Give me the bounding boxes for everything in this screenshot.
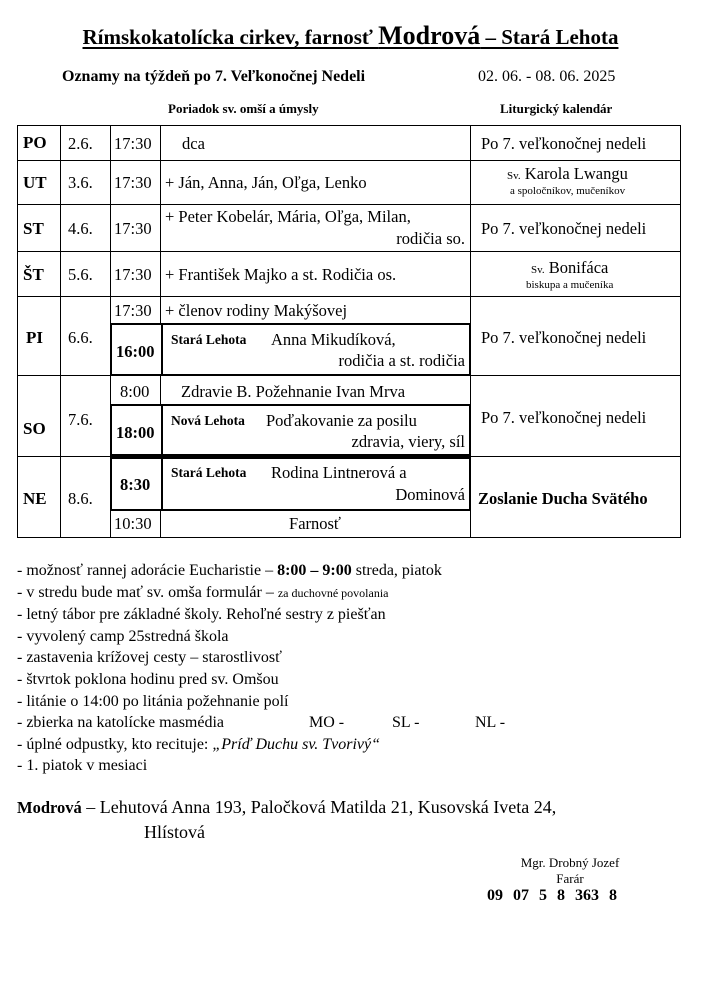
- time-cell: 10:30: [114, 514, 152, 533]
- date-cell: 8.6.: [68, 489, 93, 508]
- intention-cell-continued: zdravia, viery, síl: [351, 432, 465, 451]
- place-label: Stará Lehota: [171, 465, 247, 480]
- calendar-cell: Po 7. veľkonočnej nedeli: [481, 328, 647, 347]
- intention-cell: Anna Mikudíková,: [271, 330, 396, 349]
- note-text: - zbierka na katolícke masmédia: [17, 714, 225, 732]
- saint-prefix: Sv.: [507, 170, 521, 182]
- intention-cell-continued: rodičia so.: [396, 229, 465, 248]
- list-item: [17, 734, 442, 756]
- adoration-time: 8:00 – 9:00: [277, 562, 352, 579]
- saint-prefix: Sv.: [531, 264, 545, 276]
- intention-cell: + František Majko a st. Rodičia os.: [165, 265, 397, 284]
- list-item: [17, 712, 506, 734]
- date-cell: 2.6.: [68, 134, 93, 153]
- date-cell: 5.6.: [68, 265, 93, 284]
- list-item: [17, 582, 442, 605]
- list-item: - letný tábor pre základné školy. Rehoľné sestry z piešťan: [17, 606, 386, 624]
- list-item: - štvrtok poklona hodinu pred sv. Omšou: [17, 670, 279, 688]
- time-cell: 17:30: [114, 173, 152, 192]
- time-cell: 8:00: [120, 382, 150, 401]
- prayer-title: „Príď Duchu sv. Tvorivý“: [212, 735, 381, 753]
- intention-cell: + Ján, Anna, Ján, Oľga, Lenko: [165, 173, 367, 192]
- column-header-masses: Poriadok sv. omší a úmysly: [168, 101, 319, 116]
- day-label: PO: [23, 133, 47, 152]
- calendar-cell: [531, 258, 608, 278]
- time-cell: 17:30: [114, 301, 152, 320]
- day-label: PI: [26, 328, 43, 347]
- collection-nl: NL -: [475, 714, 506, 732]
- saint-name: Bonifáca: [548, 258, 609, 277]
- time-cell-highlighted: 16:00: [116, 342, 155, 361]
- time-cell-highlighted: 8:30: [120, 475, 151, 494]
- intention-cell: Farnosť: [289, 514, 341, 533]
- saint-name: Karola Lwangu: [524, 164, 628, 183]
- page-title: [0, 21, 701, 51]
- cleaning-place: Modrová: [17, 798, 82, 817]
- day-label: SO: [23, 419, 46, 438]
- intention-cell: Poďakovanie za posilu: [266, 411, 417, 430]
- time-cell: 17:30: [114, 219, 152, 238]
- note-text: - v stredu bude mať sv. omša formulár –: [17, 583, 278, 601]
- intention-cell: + Peter Kobelár, Mária, Oľga, Milan,: [165, 207, 411, 226]
- place-label: Stará Lehota: [171, 332, 247, 347]
- collection-mo: MO -: [309, 714, 345, 732]
- intention-cell: Zdravie B. Požehnanie Ivan Mrva: [181, 382, 406, 401]
- title-suffix: – Stará Lehota: [480, 25, 619, 49]
- cleaning-names: – Lehutová Anna 193, Paločková Matilda 21, Kusovská Iveta 24,: [81, 797, 557, 817]
- intention-cell: dca: [182, 134, 205, 153]
- cleaning-line: [17, 797, 556, 818]
- calendar-cell: Po 7. veľkonočnej nedeli: [481, 134, 647, 153]
- time-cell-highlighted: 18:00: [116, 423, 155, 442]
- note-text: - možnosť rannej adorácie Eucharistie –: [17, 562, 278, 579]
- title-parish: Modrová: [378, 21, 481, 50]
- saint-note: a spoločníkov, mučeníkov: [510, 185, 626, 197]
- intention-cell-continued: Dominová: [395, 485, 465, 504]
- date-range: 02. 06. - 08. 06. 2025: [478, 68, 616, 85]
- cleaning-names-continued: Hlístová: [144, 822, 205, 842]
- list-item: - vyvolený camp 25stredná škola: [17, 627, 229, 645]
- note-small-text: za duchovné povolania: [277, 585, 389, 600]
- time-cell: 17:30: [114, 134, 152, 153]
- calendar-cell: Zoslanie Ducha Svätého: [478, 489, 648, 508]
- intention-cell: + členov rodiny Makýšovej: [165, 301, 348, 320]
- list-item: [17, 560, 442, 582]
- day-label: UT: [23, 173, 47, 192]
- date-cell: 6.6.: [68, 328, 93, 347]
- calendar-cell: Po 7. veľkonočnej nedeli: [481, 408, 647, 427]
- list-item: - 1. piatok v mesiaci: [17, 757, 148, 775]
- intention-cell-continued: rodičia a st. rodičia: [338, 351, 465, 370]
- calendar-cell: Po 7. veľkonočnej nedeli: [481, 219, 647, 238]
- collection-sl: SL -: [392, 714, 420, 732]
- time-cell: 17:30: [114, 265, 152, 284]
- column-header-calendar: Liturgický kalendár: [500, 101, 613, 116]
- note-text: - úplné odpustky, kto recituje:: [17, 735, 213, 753]
- note-text: streda, piatok: [351, 562, 442, 579]
- signature-role: Farár: [556, 871, 584, 886]
- place-label: Nová Lehota: [171, 413, 245, 428]
- day-label: NE: [23, 489, 47, 508]
- saint-note: biskupa a mučeníka: [526, 279, 614, 291]
- date-cell: 3.6.: [68, 173, 93, 192]
- subtitle: Oznamy na týždeň po 7. Veľkonočnej Nedeli: [62, 68, 366, 85]
- announcements-list: [17, 560, 506, 777]
- day-label: ST: [23, 219, 44, 238]
- date-cell: 4.6.: [68, 219, 93, 238]
- signature-name: Mgr. Drobný Jozef: [520, 855, 620, 870]
- title-prefix: Rímskokatolícka cirkev, farnosť: [82, 25, 379, 49]
- calendar-cell: [507, 164, 628, 184]
- date-cell: 7.6.: [68, 410, 93, 429]
- phone-number: 09 07 5 8 363 8: [487, 887, 617, 904]
- intention-cell: Rodina Lintnerová a: [271, 463, 407, 482]
- list-item: - litánie o 14:00 po litánia požehnanie polí: [17, 692, 289, 710]
- list-item: - zastavenia krížovej cesty – starostlivosť: [17, 649, 282, 667]
- day-label: ŠT: [23, 265, 44, 284]
